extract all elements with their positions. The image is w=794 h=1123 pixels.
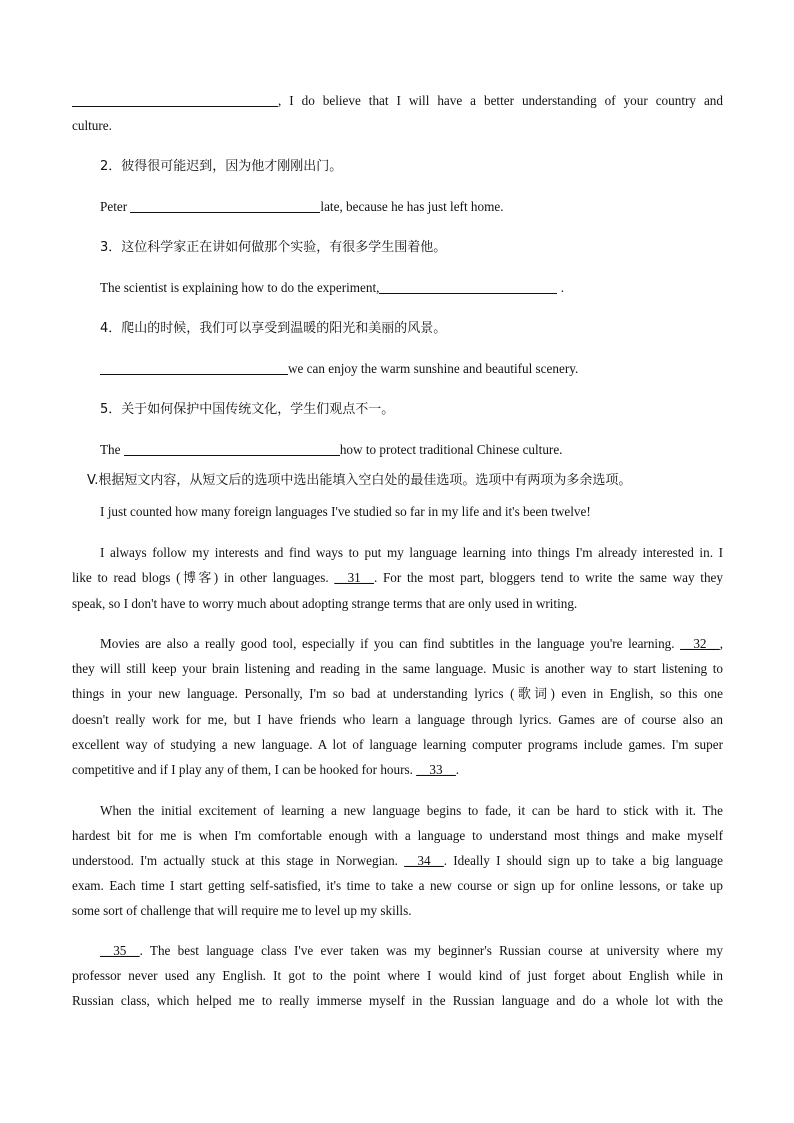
blank-32[interactable]: __32__ (680, 636, 720, 651)
q2-prompt: 2．彼得很可能迟到，因为他才刚刚出门。 (100, 158, 343, 174)
q5-sentence: The how to protect traditional Chinese culture. (100, 442, 563, 457)
passage-paragraph-4: When the initial excitement of learning a new language begins to fade, it can be hard to stick with it. The hardest bit for me is when I'm comfortable enough with a language to understand most things and make myself understood. I'm actually stuck at this stage in Norwegian. __34__. Ideally I should sign up to take a big language exam. Each time I start getting self-satisfied, it's time to take a new course or sign up for online lessons, or take up some sort of challenge that will require me to level up my skills. (72, 802, 723, 918)
q3-prompt: 3．这位科学家正在讲如何做那个实验，有很多学生围着他。 (100, 239, 447, 255)
blank-33[interactable]: __33__ (416, 762, 456, 777)
q5-prompt: 5．关于如何保护中国传统文化，学生们观点不一。 (100, 401, 395, 417)
blank-35[interactable]: __35__ (100, 943, 140, 958)
q4-sentence: we can enjoy the warm sunshine and beautiful scenery. (72, 356, 723, 381)
q3-sentence: The scientist is explaining how to do the experiment, . (100, 280, 565, 295)
passage-paragraph-1: I just counted how many foreign languages I've studied so far in my life and it's been twelve! (100, 504, 591, 519)
answer-blank-q2[interactable] (130, 198, 320, 213)
q1-line-end: culture. (72, 118, 112, 133)
blank-34[interactable]: __34__ (404, 852, 444, 868)
passage-paragraph-3: Movies are also a really good tool, especially if you can find subtitles in the language you're learning. __32__, they will still keep your brain listening and reading in the same language. Music is another way to start listening to things in your new language. Personally, I'm so bad at understanding lyrics (歌词) even in English, so this one doesn't really work for me, but I have friends who learn a language through lyrics. Games are of course also an excellent way of studying a new language. A lot of language learning computer programs include games. I'm super competitive and if I play any of them, I can be hooked for hours. __33__. (72, 636, 723, 777)
answer-blank-q5[interactable] (124, 441, 340, 456)
answer-blank-q1[interactable] (72, 92, 278, 107)
q1-line: , I do believe that I will have a better understanding of your country and (72, 88, 723, 113)
answer-blank-q3[interactable] (379, 279, 557, 294)
document-page (72, 88, 723, 1013)
q2-sentence: Peter late, because he has just left home. (100, 199, 504, 214)
blank-31[interactable]: __31__ (334, 569, 374, 585)
passage-paragraph-5: __35__. The best language class I've ever taken was my beginner's Russian course at university where my professor never used any English. It got to the point where I would kind of just forget about English while in Russian class, which helped me to really immerse myself in the Russian language and do a whole lot with the (72, 943, 723, 1008)
passage-paragraph-2: I always follow my interests and find ways to put my language learning into things I'm already interested in. I like to read blogs (博客) in other languages. __31__. For the most part, bloggers tend to write the same way they speak, so I don't have to worry much about adopting strange terms that are only used in writing. (72, 544, 723, 611)
q4-prompt: 4．爬山的时候，我们可以享受到温暖的阳光和美丽的风景。 (100, 320, 447, 336)
section-heading: V.根据短文内容，从短文后的选项中选出能填入空白处的最佳选项。选项中有两项为多余选项。 (87, 473, 632, 488)
answer-blank-q4[interactable] (100, 360, 288, 375)
